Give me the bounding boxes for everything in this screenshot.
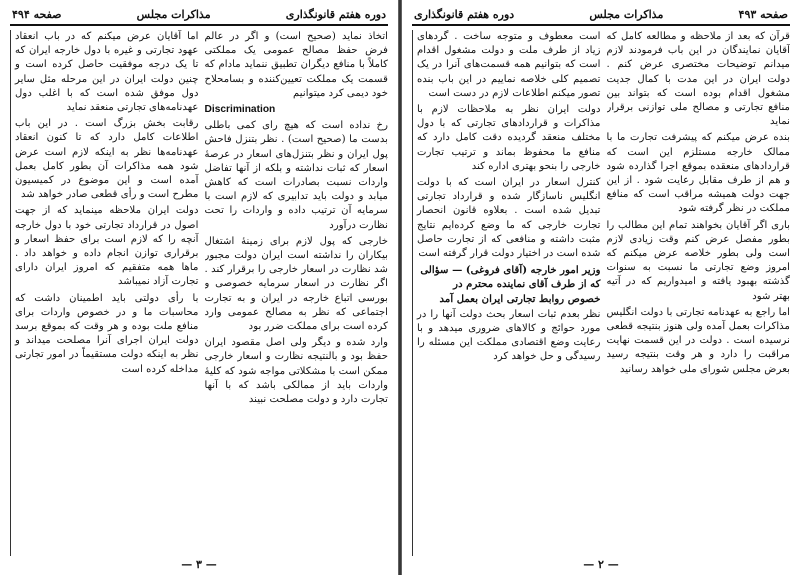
text-column-right	[607, 30, 791, 556]
text-column-left	[412, 30, 601, 556]
page-number: صفحه ۴۹۴	[12, 7, 62, 21]
paragraph: کنترل اسعار در ایران است که با دولت انگلیس ناسازگار شده و قرارداد تجارتی تبدیل شده است . بعلاوه قانون انحصار تجارت خارجی که ما وضع کرده‌ایم نتایج مثبت داشته و منافعی که از تجارت حاصل شده است در اختیار دولت قرار گرفته است	[417, 177, 601, 260]
paragraph: اتخاذ نماید (صحیح است) و اگر در عالم فرض حفظ مصالح عمومی یک مملکتی کاملاً با منافع دیگران تطبیق ننماید مادام که قسمت یک مملکت تعیین‌کننده و بسامحلاح خود دیمی کرد میتوانیم	[204, 31, 388, 99]
paragraph: نظر بعدم ثبات اسعار بحث دولت آنها را در مورد حوائج و کالا‌های ضروری میدهد و با رعایت وضع اقتصادی مملکت این مسئله را رسیدگی و حل خواهد کرد	[417, 308, 601, 363]
paragraph: بنده عرض میکنم که پیشرفت تجارت ما با ممالک خارجه مستلزم این است که قراردادهای منعقده بموقع اجرا گذارده شود و هم از طرف مقابل رعایت شود . از این جهت دولت همیشه مراقب است که منافع مملکت در نظر گرفته شود	[606, 132, 790, 215]
paragraph: باری اگر آقایان بخواهند تمام این مطالب را بطور مفصل عرض کنم وقت زیادی لازم است ولی بطور خلاصه عرض میکنم که امروز وضع تجارتی ما نسبت به سنوات گذشته بهبود یافته و امیدواریم که در آتیه بهتر شود	[606, 219, 790, 302]
section-heading: وزیر امور خارجه (آقای فروغی) — سؤالی که از طرف آقای نماینده محترم در خصوص روابط تجارتی ایران بعمل آمد	[420, 264, 601, 305]
page-footer: — ۲ —	[583, 558, 619, 571]
paragraph: قرآن که بعد از ملاحظه و مطالعه کامل که آقایان نمایندگان در این باب فرمودند لازم میدانم توضیحات مختصری عرض کنم . دولت ایران در این مدت با کمال جدیت مشغول اقدام بوده است که بتواند بین منافع تجارتی و مصالح ملی توازنی برقرار نماید	[606, 31, 790, 128]
running-title: مذاکرات مجلس	[136, 7, 211, 21]
page-header	[412, 6, 790, 26]
running-title: مذاکرات مجلس	[589, 7, 664, 21]
paragraph: با رأی دولتی باید اطمینان داشت که محاسبات ما و در خصوص واردات برای منافع ملت بوده و هر وقت که بموقع برسد دولت ایران اجرای آنرا مصلحت میداند و نظر به اینکه دولت مستقیماً در امور تجارتی مداخله کرده است	[15, 292, 199, 375]
text-columns	[412, 30, 790, 556]
paragraph: دولت ایران نظر به ملاحظات لازم با مذاکرات و قراردادهای تجارتی که با دول مختلف منعقد گردیده دقت کامل دارد که منافع ما محفوظ بماند و ترتیب تجارت خارجی را بنحو بهتری اداره کند	[417, 104, 601, 172]
paragraph: رقابت بخش بزرگ است . در این باب اطلاعات کامل دارد که تا کنون انعقاد عهدنامه‌ها نظر به اینکه لازم است عرض شود همه مذاکرات آن بطور کامل بعمل آمده است و این موضوع در کمیسیون مطرح است و رأی قطعی صادر خواهد شد	[15, 118, 199, 201]
paragraph: رخ نداده است که هیچ رای کمی باطلی بدست ما (صحیح است) . نظر بتنزل فاحش پول ایران و نظر بتنزل‌های اسعار در عرصهٔ اسعار که ثبات نداشته و بلکه از آنها تفاضل واردات نسبت بصادرات است که کاهش میابد و دولت باید تدابیری که لازم است با سرمایه آن ترتیب داده و واردات را تحت نظارت درآورد	[204, 120, 388, 231]
text-columns	[10, 30, 388, 556]
left-page	[0, 0, 398, 575]
latin-term: Discrimination	[204, 104, 276, 116]
paragraph: اما آقایان عرض میکنم که در باب انعقاد عهود تجارتی و غیره با دول خارجه ایران که تا یک درجه موفقیت حاصل کرده است و چنین دولت ایران در این مرحله مثل سایر دول موفق شده است که با اغلب دول عهدنامه‌های تجارتی منعقد نماید	[15, 31, 199, 114]
session-label: دوره هفتم قانونگذاری	[414, 7, 515, 21]
right-page	[402, 0, 800, 575]
page-number: صفحه ۴۹۳	[738, 7, 788, 21]
paragraph: است معطوف و متوجه ساخت . گرد‌های زیاد از طرف ملت و دولت مشغول اقدام است که بتوانیم همه قسمت‌های آنرا در یک تصمیم کلی خلاصه نماییم در این باب بنده تصور میکنم اطلاعات لازم در دست است	[417, 31, 601, 99]
paragraph: خارجی که پول لازم برای زمینهٔ اشتغال بیکاران را نداشته است ایران دولت مجبور شد نظارت در اسعار خارجی را برقرار کند . اگر نظارت در اسعار سرمایه خصوصی و بورسی اتباع خارجه در ایران و به تجارت اجتماعی که نظر به مصالح عمومی وارد کرده است برای مملکت ضرر بود	[204, 235, 388, 333]
session-label: دوره هفتم قانونگذاری	[285, 7, 386, 21]
text-column-right	[205, 30, 389, 556]
paragraph: دولت ایران ملاحظه مینماید که از جهت اصول در قرارداد تجارتی خود با دول خارجه آنچه را که لازم است برای حفظ اسعار و برقراری توازن انجام داده و خواهد داد . ماها همه متفقیم که امروز ایران دارای تجارت آزاد نمیباشد	[15, 205, 199, 288]
paragraph: وارد شده و دیگر ولی اصل مقصود ایران حفظ بود و بالنتیجه نظارت و اسعار خارجی ممکن است با مشکلاتی مواجه شود که کلیهٔ واردات باید از ممالکی باشد که با آنها تجارت دارد و دولت مصلحت نبیند	[204, 337, 388, 406]
page-header	[10, 6, 388, 26]
text-column-left	[10, 30, 199, 556]
page-footer: — ۳ —	[181, 558, 217, 571]
paragraph: اما راجع به عهدنامه تجارتی با دولت انگلیس مذاکرات بعمل آمده ولی هنوز بنتیجه قطعی نرسیده است . دولت در این قسمت نهایت مراقبت را دارد و هر وقت بنتیجه رسید بعرض مجلس شورای ملی خواهد رسانید	[606, 306, 790, 375]
